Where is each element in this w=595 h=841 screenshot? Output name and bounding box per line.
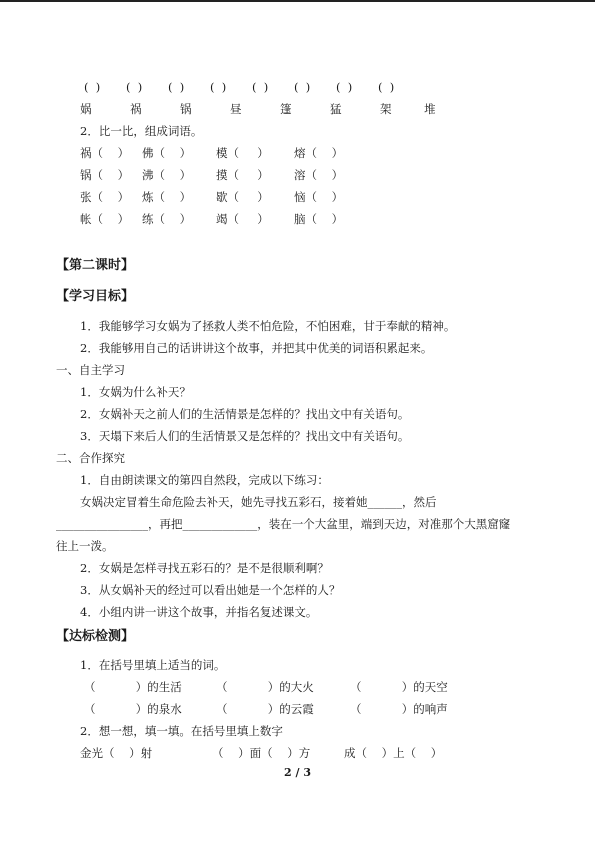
goal-item: 1．我能够学习女娲为了拯救人类不怕危险，不怕困难，甘于奉献的精神。: [80, 319, 456, 333]
character: 架: [380, 102, 392, 116]
pinyin-bracket: ( ): [252, 80, 269, 94]
compare-cell: 张（ ）: [80, 190, 130, 204]
lesson2-heading: 【第二课时】: [56, 258, 135, 273]
character: 昼: [230, 102, 242, 116]
test-question: 1．在括号里填上适当的词。: [80, 658, 226, 672]
compare-cell: 锅（ ）: [80, 168, 130, 182]
self-study-item: 1．女娲为什么补天？: [80, 385, 191, 399]
fill-cell: （ ）的生活: [84, 680, 182, 694]
compare-cell: 熔（ ）: [294, 146, 344, 160]
character: 篷: [280, 102, 292, 116]
fill-cell: （ ）的天空: [350, 680, 448, 694]
self-study-title: 一、自主学习: [56, 363, 125, 377]
compare-cell: 摸（ ）: [216, 168, 269, 182]
idiom-cell: 成（ ）上（ ）: [344, 746, 443, 760]
coop-title: 二、合作探究: [56, 451, 125, 465]
goals-heading: 【学习目标】: [56, 289, 135, 304]
coop-item: 4．小组内讲一讲这个故事，并指名复述课文。: [80, 605, 318, 619]
compare-cell: 佛（ ）: [142, 146, 192, 160]
character: 堆: [424, 102, 436, 116]
compare-cell: 脑（ ）: [294, 212, 344, 226]
coop-item: 2．女娲是怎样寻找五彩石的？是不是很顺利啊？: [80, 561, 329, 575]
pinyin-bracket: ( ): [294, 80, 311, 94]
compare-row: [80, 146, 343, 160]
compare-row: [80, 212, 343, 226]
fill-cell: （ ）的大火: [216, 680, 314, 694]
character: 猛: [330, 102, 342, 116]
compare-cell: 竭（ ）: [216, 212, 269, 226]
top-rule: [0, 0, 595, 2]
pinyin-bracket: ( ): [84, 80, 101, 94]
character-row: [80, 102, 464, 116]
character: 祸: [130, 102, 142, 116]
pinyin-bracket-row: [84, 80, 420, 94]
passage-line: 女娲决定冒着生命危险去补天，她先寻找五彩石，接着她______，然后: [80, 495, 437, 509]
coop-item: 3．从女娲补天的经过可以看出她是一个怎样的人？: [80, 583, 341, 597]
fill-row: [84, 680, 448, 694]
numbers-row: [80, 746, 442, 760]
fill-cell: （ ）的泉水: [84, 702, 182, 716]
compare-cell: 歇（ ）: [216, 190, 269, 204]
compare-cell: 模（ ）: [216, 146, 269, 160]
compare-cell: 溶（ ）: [294, 168, 344, 182]
compare-cell: 恼（ ）: [294, 190, 344, 204]
pinyin-bracket: ( ): [336, 80, 353, 94]
fill-cell: （ ）的响声: [350, 702, 448, 716]
pinyin-bracket: ( ): [126, 80, 143, 94]
compare-cell: 祸（ ）: [80, 146, 130, 160]
character: 娲: [80, 102, 92, 116]
test-question: 2．想一想，填一填。在括号里填上数字: [80, 724, 283, 738]
self-study-item: 2．女娲补天之前人们的生活情景是怎样的？找出文中有关语句。: [80, 407, 410, 421]
idiom-cell: 金光（ ）射: [80, 746, 153, 760]
compare-row: [80, 168, 343, 182]
goal-item: 2．我能够用自己的话讲讲这个故事，并把其中优美的词语积累起来。: [80, 341, 433, 355]
compare-cell: 帐（ ）: [80, 212, 130, 226]
test-heading: 【达标检测】: [56, 629, 135, 644]
passage-line: 往上一泼。: [56, 539, 114, 553]
passage-line: ________________，再把_____________，装在一个大盆里，端到天边，对准那个大黑窟窿: [56, 517, 511, 531]
compare-cell: 练（ ）: [142, 212, 192, 226]
pinyin-bracket: ( ): [210, 80, 227, 94]
coop-item: 1．自由朗读课文的第四自然段，完成以下练习：: [80, 473, 329, 487]
page-number: 2 / 3: [284, 766, 311, 779]
compare-row: [80, 190, 343, 204]
compare-cell: 炼（ ）: [142, 190, 192, 204]
fill-row: [84, 702, 448, 716]
self-study-item: 3．天塌下来后人们的生活情景又是怎样的？找出文中有关语句。: [80, 429, 410, 443]
compare-title: 2．比一比，组成词语。: [80, 124, 203, 138]
compare-cell: 沸（ ）: [142, 168, 192, 182]
pinyin-bracket: ( ): [168, 80, 185, 94]
fill-cell: （ ）的云霞: [216, 702, 314, 716]
idiom-cell: （ ）面（ ）方: [212, 746, 311, 760]
pinyin-bracket: ( ): [378, 80, 395, 94]
character: 锅: [180, 102, 192, 116]
